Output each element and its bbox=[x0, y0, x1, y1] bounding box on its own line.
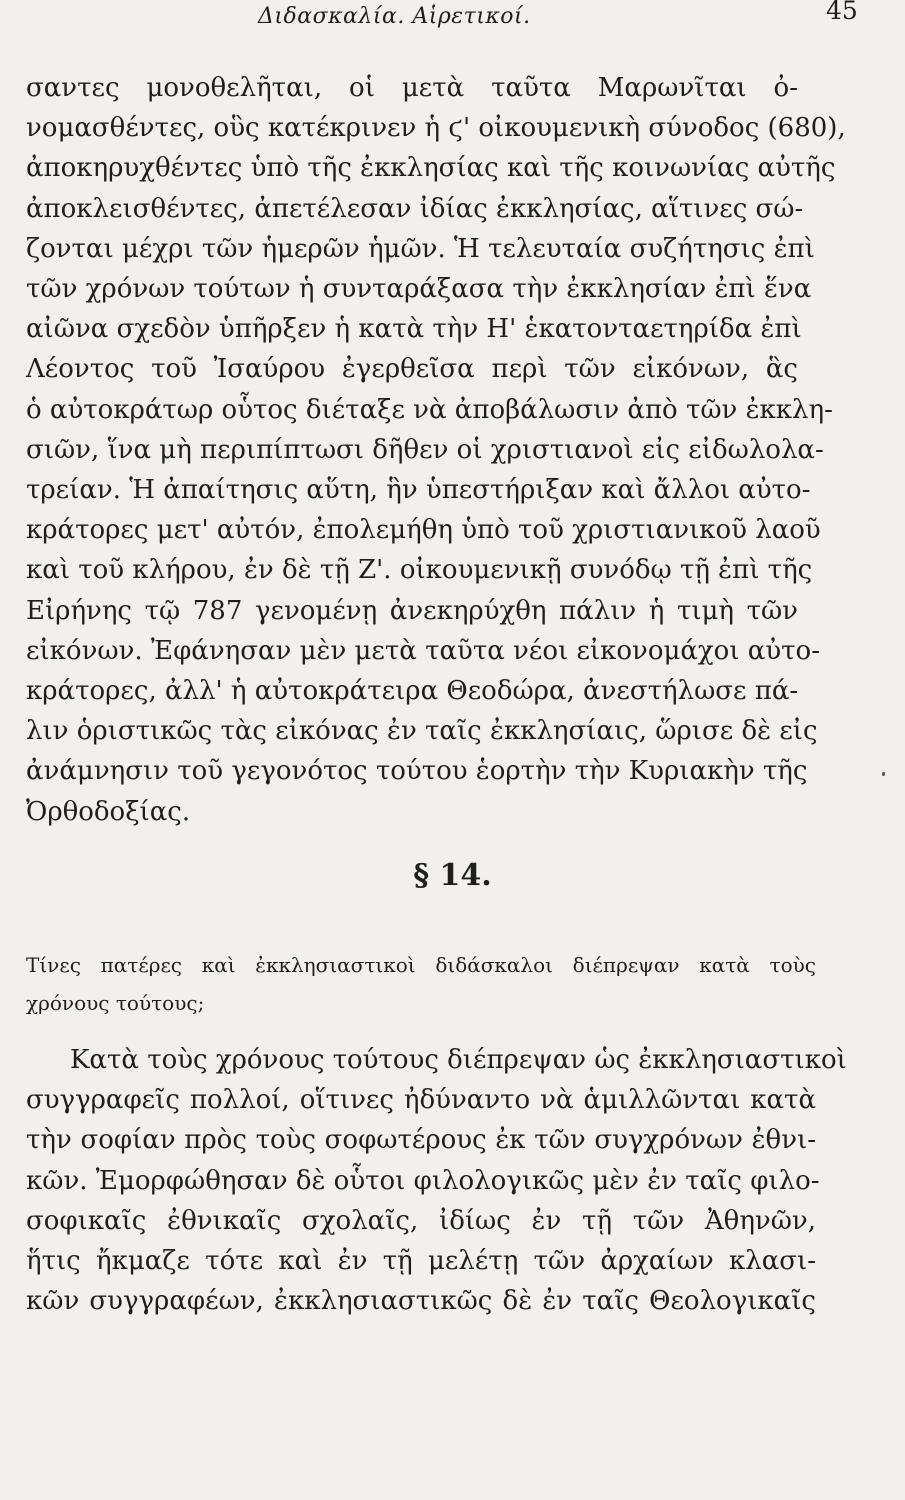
text-line: Εἰρήνης τῷ 787 γενομένῃ ἀνεκηρύχθη πάλιν ἡ τιμὴ τῶν bbox=[26, 595, 798, 626]
text-line: Κατὰ τοὺς χρόνους τούτους διέπρεψαν ὡς ἐκκλησιαστικοὶ bbox=[70, 1045, 847, 1075]
text-line: σοφικαῖς ἐθνικαῖς σχολαῖς, ἰδίως ἐν τῇ τῶν Ἀθηνῶν, bbox=[26, 1205, 816, 1236]
text-line: ὁ αὐτοκράτωρ οὗτος διέταξε νὰ ἀποβάλωσιν ἀπὸ τῶν ἐκκλη- bbox=[26, 394, 833, 425]
text-line: κράτορες μετ' αὐτόν, ἐπολεμήθη ὑπὸ τοῦ χριστιανικοῦ λαοῦ bbox=[26, 515, 821, 546]
text-line: τὴν σοφίαν πρὸς τοὺς σοφωτέρους ἐκ τῶν συγχρόνων ἐθνι- bbox=[26, 1125, 816, 1156]
text-line: νομασθέντες, οὓς κατέκρινεν ἡ ϛ' οἰκουμενικὴ σύνοδος (680), bbox=[26, 113, 846, 144]
text-line: σιῶν, ἵνα μὴ περιπίπτωσι δῆθεν οἱ χριστιανοὶ εἰς εἰδωλολα- bbox=[26, 434, 824, 465]
text-line: σαντες μονοθελῆται, οἱ μετὰ ταῦτα Μαρωνῖται ὀ- bbox=[26, 73, 798, 103]
question-line: χρόνους τούτους; bbox=[26, 991, 205, 1015]
text-line: ἀποκηρυχθέντες ὑπὸ τῆς ἐκκλησίας καὶ τῆς κοινωνίας αὐτῆς bbox=[26, 153, 836, 184]
text-line: εἰκόνων. Ἐφάνησαν μὲν μετὰ ταῦτα νέοι εἰκονομάχοι αὐτο- bbox=[26, 635, 820, 666]
text-line: λιν ὁριστικῶς τὰς εἰκόνας ἐν ταῖς ἐκκλησίαις, ὥρισε δὲ εἰς bbox=[26, 716, 818, 747]
section-heading: § 14. bbox=[413, 858, 492, 893]
section-answer bbox=[26, 1040, 847, 1321]
text-line: καὶ τοῦ κλήρου, ἐν δὲ τῇ Ζ'. οἰκουμενικῇ συνόδῳ τῇ ἐπὶ τῆς bbox=[26, 555, 813, 586]
paragraph-continued bbox=[26, 68, 846, 832]
section-question bbox=[26, 946, 816, 1022]
text-line: κράτορες, ἀλλ' ἡ αὐτοκράτειρα Θεοδώρα, ἀνεστήλωσε πά- bbox=[26, 676, 799, 707]
text-line: αἰῶνα σχεδὸν ὑπῆρξεν ἡ κατὰ τὴν Η' ἑκατονταετηρίδα ἐπὶ bbox=[26, 314, 802, 345]
text-line: Ὀρθοδοξίας. bbox=[26, 796, 191, 827]
question-line: Τίνες πατέρες καὶ ἐκκλησιαστικοὶ διδάσκαλοι διέπρεψαν κατὰ τοὺς bbox=[26, 953, 816, 977]
text-line: συγγραφεῖς πολλοί, οἵτινες ἠδύναντο νὰ ἁμιλλῶνται κατὰ bbox=[26, 1085, 816, 1116]
running-title: Διδασκαλία. Αἱρετικοί. bbox=[258, 4, 531, 29]
text-line: Λέοντος τοῦ Ἰσαύρου ἐγερθεῖσα περὶ τῶν εἰκόνων, ἃς bbox=[26, 354, 798, 385]
page-number: 45 bbox=[826, 0, 858, 25]
text-line: ζονται μέχρι τῶν ἡμερῶν ἡμῶν. Ἡ τελευταία συζήτησις ἐπὶ bbox=[26, 233, 815, 264]
text-line: ἥτις ἤκμαζε τότε καὶ ἐν τῇ μελέτῃ τῶν ἀρχαίων κλασι- bbox=[26, 1246, 816, 1277]
text-line: τρείαν. Ἡ ἀπαίτησις αὕτη, ἣν ὑπεστήριξαν καὶ ἄλλοι αὐτο- bbox=[26, 475, 811, 506]
text-line: ἀποκλεισθέντες, ἀπετέλεσαν ἰδίας ἐκκλησίας, αἵτινες σώ- bbox=[26, 193, 804, 224]
text-line: τῶν χρόνων τούτων ἡ συνταράξασα τὴν ἐκκλησίαν ἐπὶ ἕνα bbox=[26, 274, 812, 305]
text-line: κῶν. Ἐμορφώθησαν δὲ οὗτοι φιλολογικῶς μὲν ἐν ταῖς φιλο- bbox=[26, 1165, 820, 1196]
paper-speck bbox=[882, 772, 885, 776]
running-header bbox=[0, 0, 905, 44]
text-line: κῶν συγγραφέων, ἐκκλησιαστικῶς δὲ ἐν ταῖς Θεολογικαῖς bbox=[26, 1286, 816, 1317]
text-line: ἀνάμνησιν τοῦ γεγονότος τούτου ἑορτὴν τὴν Κυριακὴν τῆς bbox=[26, 756, 808, 787]
